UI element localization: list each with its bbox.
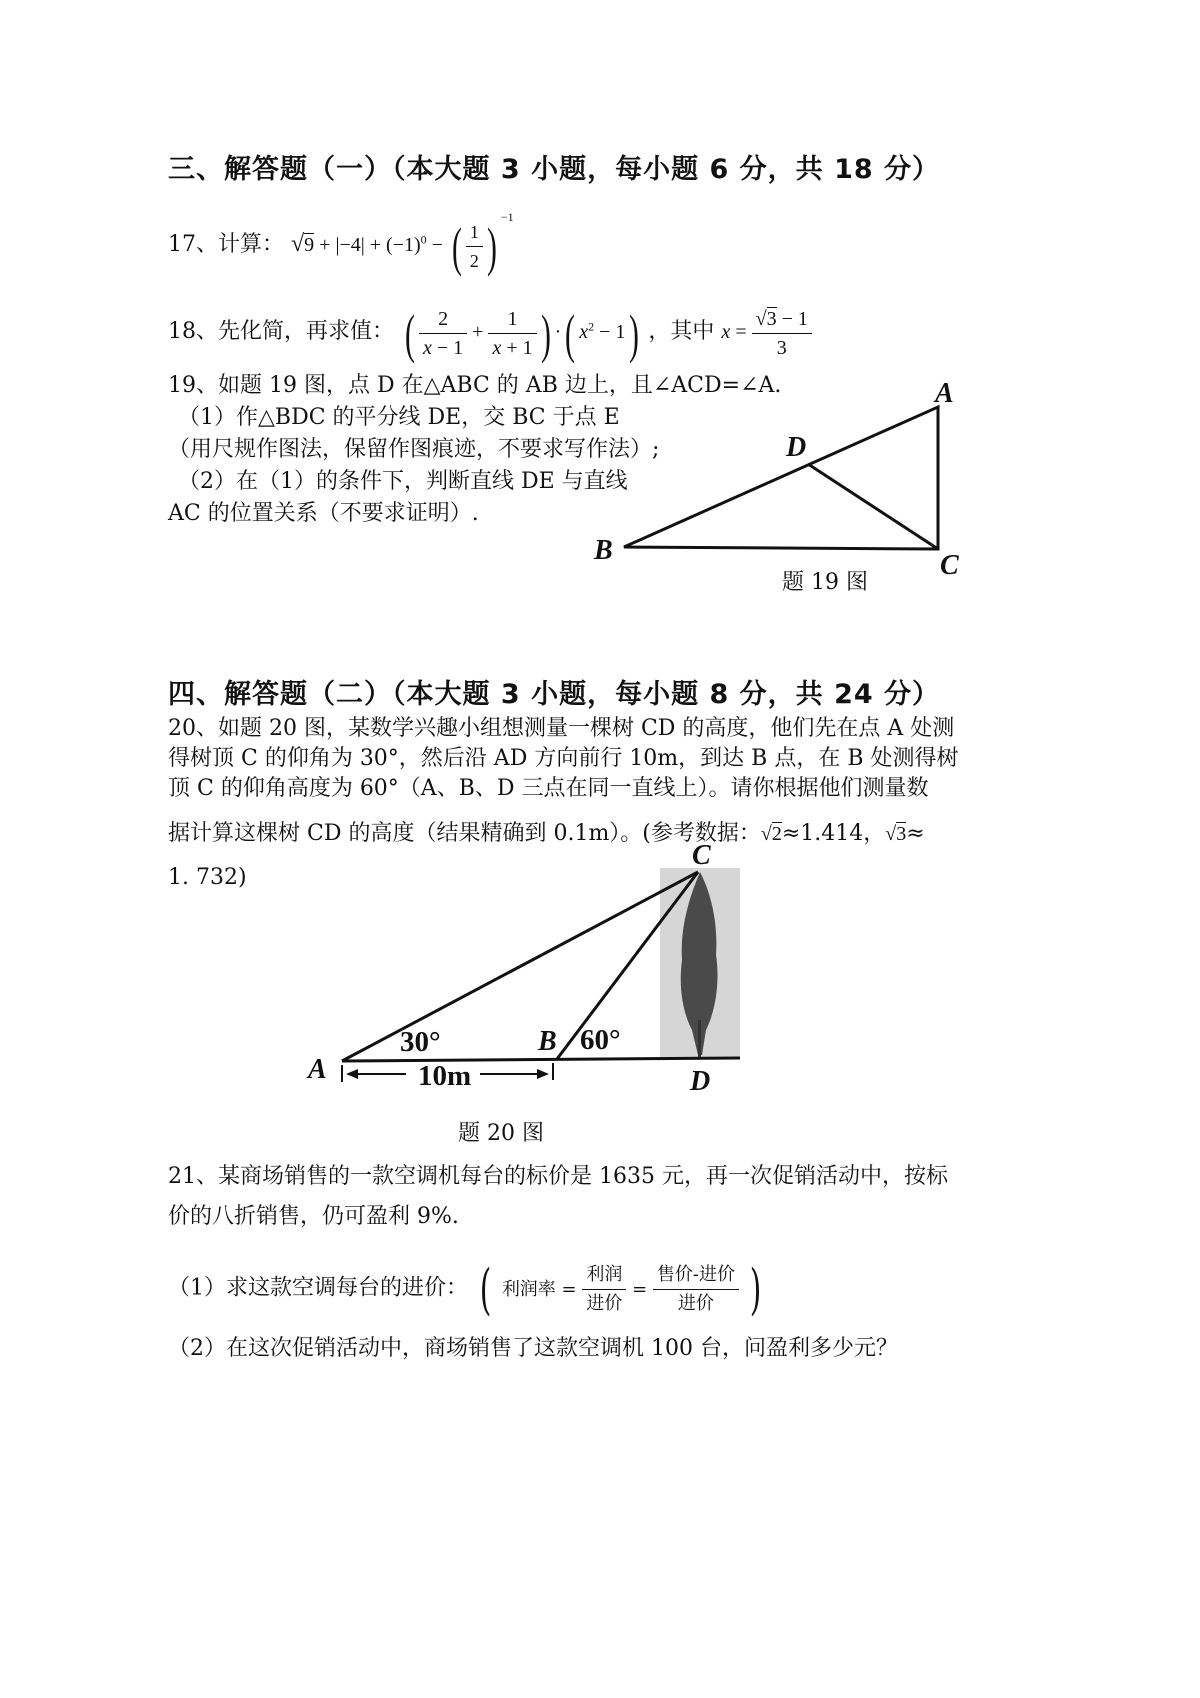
arrow-right-icon bbox=[537, 1069, 549, 1079]
formula-num-2: 售价-进价 bbox=[653, 1261, 739, 1290]
question-19-line-3: （用尺规作图法，保留作图痕迹，不要求写作法）; bbox=[168, 437, 660, 462]
question-20-sqrt3-approx: ≈ bbox=[906, 821, 925, 846]
question-18-x-value: x = $\frac{√3 - 1}{3}$ bbox=[721, 321, 811, 343]
figure-20-label-a: A bbox=[308, 1054, 327, 1085]
question-20-line-2: 得树顶 C 的仰角为 30°，然后沿 AD 方向前行 10m，到达 B 点，在 B 处测得树 bbox=[168, 746, 959, 771]
question-19-line-5: AC 的位置关系（不要求证明）. bbox=[168, 501, 479, 526]
figure-20 bbox=[320, 850, 780, 1100]
figure-20-caption: 题 20 图 bbox=[458, 1121, 544, 1146]
section-4-heading: 四、解答题（二）（本大题 3 小题，每小题 8 分，共 24 分） bbox=[168, 679, 941, 710]
question-21-part-1 bbox=[168, 1257, 766, 1321]
figure-20-angle-b: 60° bbox=[580, 1024, 621, 1056]
question-19-line-4: （2）在（1）的条件下，判断直线 DE 与直线 bbox=[178, 469, 628, 494]
arrow-left-icon bbox=[346, 1069, 358, 1079]
question-20-line-4-text: 据计算这棵树 CD 的高度（结果精确到 0.1m）。(参考数据： bbox=[168, 821, 761, 846]
question-20-sqrt2-value: ≈1.414， bbox=[781, 821, 886, 846]
tree-trunk bbox=[698, 1020, 701, 1057]
question-21-line-1: 21、某商场销售的一款空调机每台的标价是 1635 元，再一次促销活动中，按标 bbox=[168, 1164, 948, 1189]
question-19-line-1: 19、如题 19 图，点 D 在△ABC 的 AB 边上，且∠ACD=∠A. bbox=[168, 373, 782, 398]
figure-19-caption: 题 19 图 bbox=[782, 570, 868, 595]
question-18-expression: ( $\frac{2}{x - 1}$ + $\frac{1}{x + 1}$ ) ·( $x^2 - 1$) bbox=[405, 303, 640, 364]
question-21-part-1-prefix: （1）求这款空调每台的进价： bbox=[168, 1275, 468, 1301]
formula-num-1: 利润 bbox=[582, 1261, 626, 1290]
profit-rate-formula: ( 利润率 = $\frac{\text{利润}}{\text{进价}}$ = $\frac{\text{售价-进价}}{\text{进价}}$ ) bbox=[479, 1257, 762, 1321]
question-21-line-2: 价的八折销售，仍可盈利 9%. bbox=[168, 1204, 459, 1229]
question-18 bbox=[168, 305, 812, 362]
formula-den-2: 进价 bbox=[677, 1293, 714, 1314]
formula-lhs: 利润率 bbox=[501, 1278, 556, 1300]
figure-19-label-c: C bbox=[940, 550, 959, 581]
question-19-line-2: （1）作△BDC 的平分线 DE，交 BC 于点 E bbox=[178, 405, 620, 430]
triangle-abc bbox=[624, 407, 938, 549]
figure-19-label-a: A bbox=[935, 378, 954, 409]
sqrt-2: √2 bbox=[760, 823, 782, 845]
line-ac bbox=[342, 872, 698, 1061]
question-20-line-1: 20、如题 20 图，某数学兴趣小组想测量一棵树 CD 的高度，他们先在点 A 处测 bbox=[168, 716, 955, 741]
question-20-line-5: 1. 732) bbox=[168, 865, 247, 890]
question-17-prefix: 17、计算： bbox=[168, 232, 284, 258]
formula-den-1: 进价 bbox=[586, 1293, 623, 1314]
figure-20-label-c: C bbox=[692, 840, 711, 871]
figure-20-distance: 10m bbox=[418, 1060, 472, 1092]
question-18-prefix: 18、先化简，再求值： bbox=[168, 319, 394, 345]
segment-dc bbox=[808, 464, 938, 549]
figure-19-label-b: B bbox=[594, 535, 613, 566]
figure-20-angle-a: 30° bbox=[400, 1026, 441, 1058]
figure-19-label-d: D bbox=[786, 432, 807, 463]
figure-20-label-d: D bbox=[690, 1066, 711, 1097]
sqrt-3: √3 bbox=[885, 823, 907, 845]
question-18-suffix: ，其中 bbox=[648, 319, 715, 345]
figure-20-label-b: B bbox=[538, 1026, 557, 1057]
question-17-expression: $√9 + |-4| + (-1)^0$ − ( $\frac{1}{2}$ ) $^{-1}$ bbox=[291, 210, 514, 277]
question-21-part-2: （2）在这次促销活动中，商场销售了这款空调机 100 台，问盈利多少元？ bbox=[168, 1336, 898, 1361]
section-3-heading: 三、解答题（一）（本大题 3 小题，每小题 6 分，共 18 分） bbox=[168, 154, 941, 185]
question-17 bbox=[168, 210, 514, 277]
question-20-line-3: 顶 C 的仰角高度为 60°（A、B、D 三点在同一直线上）。请你根据他们测量数 bbox=[168, 776, 929, 801]
question-20-line-4 bbox=[168, 818, 925, 850]
